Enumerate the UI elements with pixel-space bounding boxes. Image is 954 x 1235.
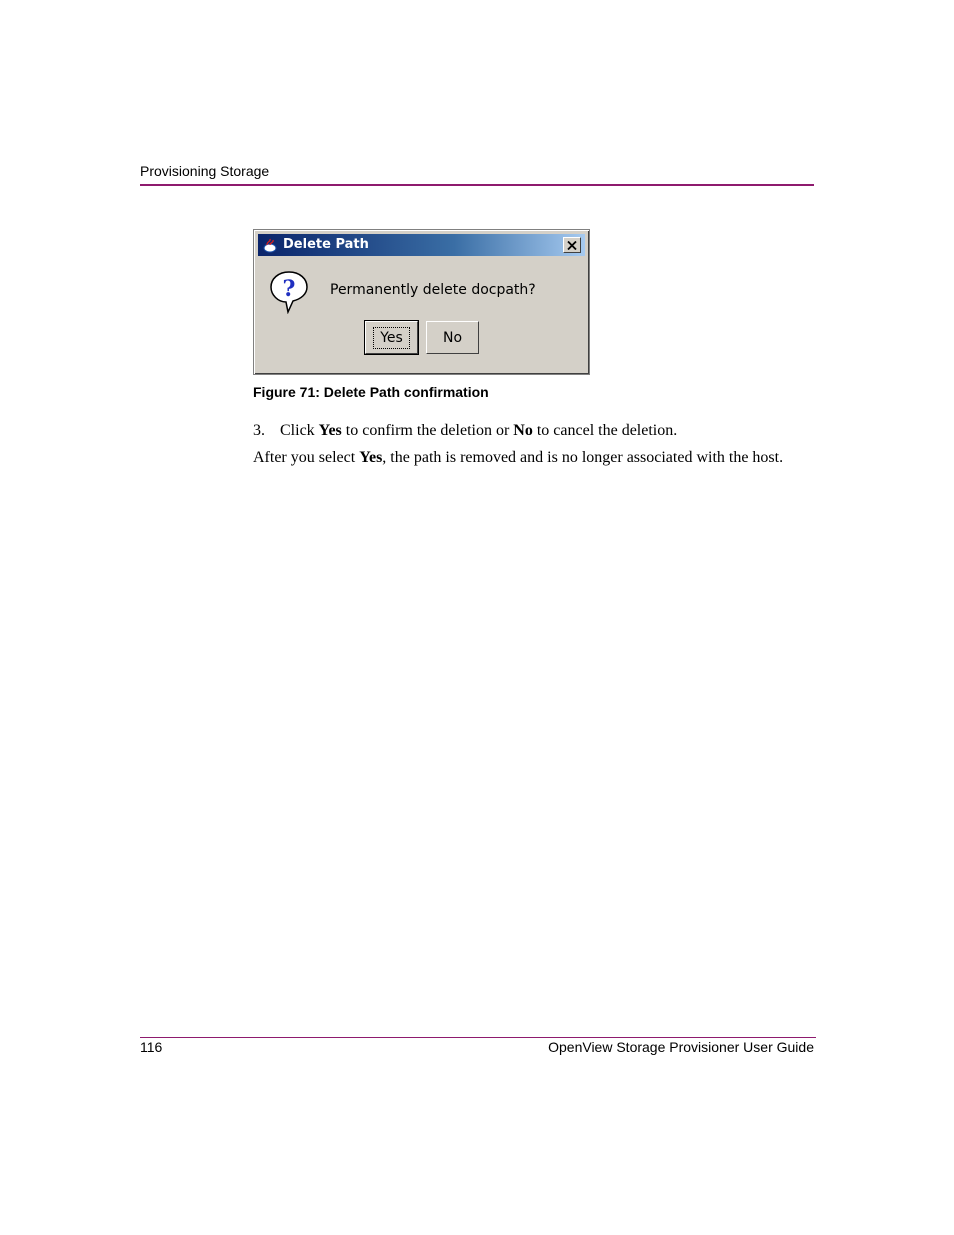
no-label: No bbox=[442, 329, 463, 346]
after-start: After you select bbox=[253, 449, 360, 466]
step-end: to cancel the deletion. bbox=[532, 422, 678, 439]
dialog-titlebar[interactable] bbox=[258, 234, 585, 256]
question-icon bbox=[269, 270, 309, 314]
close-button[interactable] bbox=[563, 237, 581, 253]
after-yes: Yes bbox=[359, 449, 383, 466]
running-header: Provisioning Storage bbox=[140, 163, 270, 179]
step-click: Click bbox=[280, 422, 319, 439]
yes-button[interactable] bbox=[365, 321, 418, 354]
dialog-title: Delete Path bbox=[283, 237, 369, 252]
footer-rule bbox=[140, 1037, 816, 1038]
step-3-text bbox=[253, 422, 677, 440]
after-end: , the path is removed and is no longer associated with the host. bbox=[382, 449, 784, 466]
close-icon bbox=[567, 241, 577, 250]
figure-caption: Figure 71: Delete Path confirmation bbox=[253, 384, 489, 400]
delete-path-dialog bbox=[253, 229, 590, 375]
header-rule bbox=[140, 184, 814, 186]
dialog-message: Permanently delete docpath? bbox=[330, 282, 536, 298]
svg-text:?: ? bbox=[282, 276, 296, 302]
step-mid: to confirm the deletion or bbox=[341, 422, 514, 439]
guide-title: OpenView Storage Provisioner User Guide bbox=[548, 1039, 814, 1055]
step-no: No bbox=[513, 422, 533, 439]
yes-label: Yes bbox=[373, 327, 410, 349]
java-cup-icon bbox=[262, 237, 278, 253]
no-button[interactable] bbox=[426, 321, 479, 354]
step-number: 3. bbox=[253, 422, 265, 439]
after-text bbox=[253, 449, 783, 467]
step-yes: Yes bbox=[318, 422, 342, 439]
page-number: 116 bbox=[140, 1039, 163, 1055]
